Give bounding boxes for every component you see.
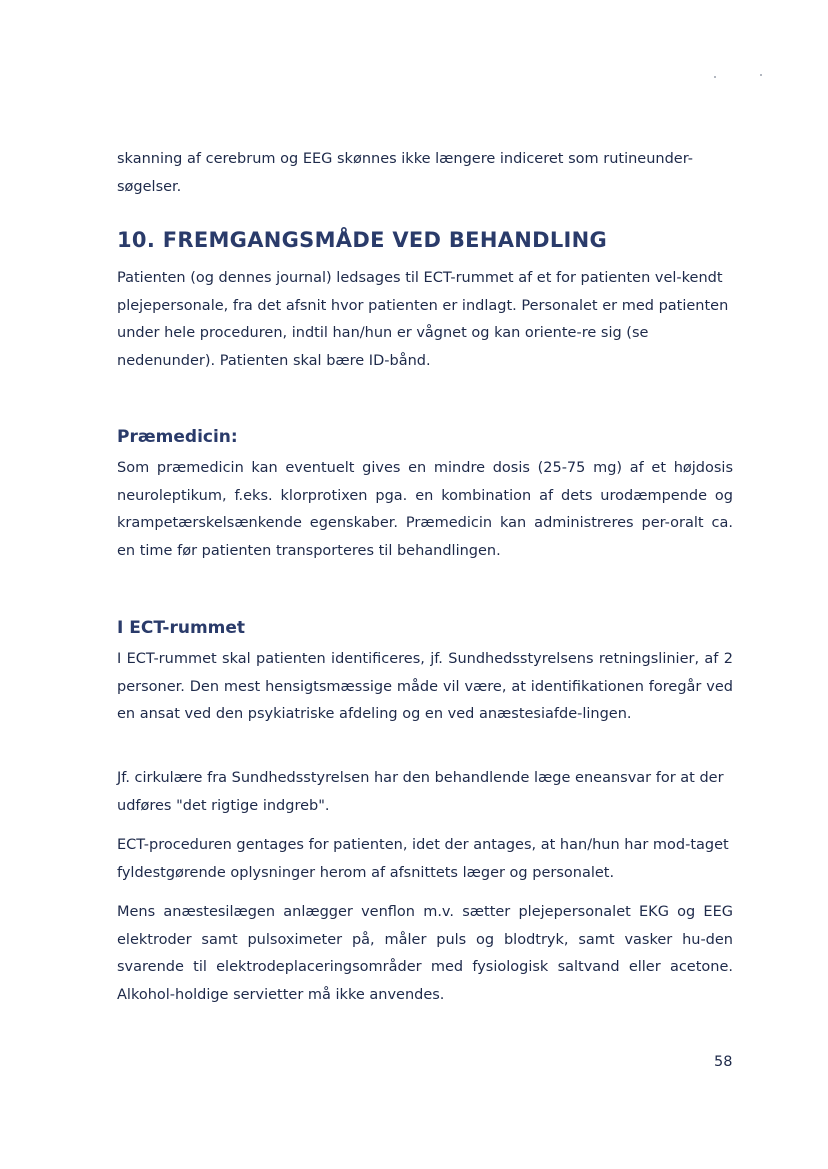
scan-speck — [760, 74, 762, 76]
ect-room-paragraph-1-block — [117, 646, 733, 729]
ect-room-paragraph-2-block — [117, 765, 733, 820]
ect-room-paragraph: Mens anæstesilægen anlægger venflon m.v. sætter plejepersonalet EKG og EEG elektroder samt pulsoximeter på, måler puls og blodtryk, samt vasker hu-den svarende til elektrodeplaceringsområder med fysiologisk saltvand eller acetone. Alkohol-holdige servietter må ikke anvendes. — [117, 904, 733, 1003]
premedication-heading: Præmedicin: — [117, 427, 238, 447]
premedication-body-block — [117, 455, 733, 565]
intro-paragraph: skanning af cerebrum og EEG skønnes ikke længere indiceret som rutineunder-søgelser. — [117, 151, 693, 195]
ect-room-paragraph: I ECT-rummet skal patienten identificeres, jf. Sundhedsstyrelsens retningslinier, af 2 personer. Den mest hensigtsmæssige måde vil være, at identifikationen foregår ved en ansat ved den psykiatriske afdeling og en ved anæstesiafde-lingen. — [117, 651, 733, 722]
ect-room-paragraph-4-block — [117, 899, 733, 1009]
ect-room-paragraph-3-block — [117, 832, 733, 887]
ect-room-heading: I ECT-rummet — [117, 618, 246, 638]
section-heading: 10. FREMGANGSMÅDE VED BEHANDLING — [117, 228, 608, 252]
section-body-block — [117, 265, 733, 375]
intro-paragraph-block — [117, 146, 733, 201]
scan-speck — [714, 76, 716, 78]
ect-room-paragraph: Jf. cirkulære fra Sundhedsstyrelsen har den behandlende læge eneansvar for at der udføres "det rigtige indgreb". — [117, 770, 724, 814]
section-body-paragraph: Patienten (og dennes journal) ledsages til ECT-rummet af et for patienten vel-kendt plejepersonale, fra det afsnit hvor patienten er indlagt. Personalet er med patienten under hele proceduren, indtil han/hun er vågnet og kan oriente-re sig (se nedenunder). Patienten skal bære ID-bånd. — [117, 270, 729, 369]
ect-room-paragraph: ECT-proceduren gentages for patienten, idet der antages, at han/hun har mod-taget fyldestgørende oplysninger herom af afsnittets læger og personalet. — [117, 837, 729, 881]
page-number: 58 — [714, 1054, 733, 1070]
premedication-paragraph: Som præmedicin kan eventuelt gives en mindre dosis (25-75 mg) af et højdosis neuroleptikum, f.eks. klorprotixen pga. en kombination af dets urodæmpende og krampetærskelsænkende egenskaber. Præmedicin kan administreres per-oralt ca. en time før patienten transporteres til behandlingen. — [117, 460, 733, 559]
